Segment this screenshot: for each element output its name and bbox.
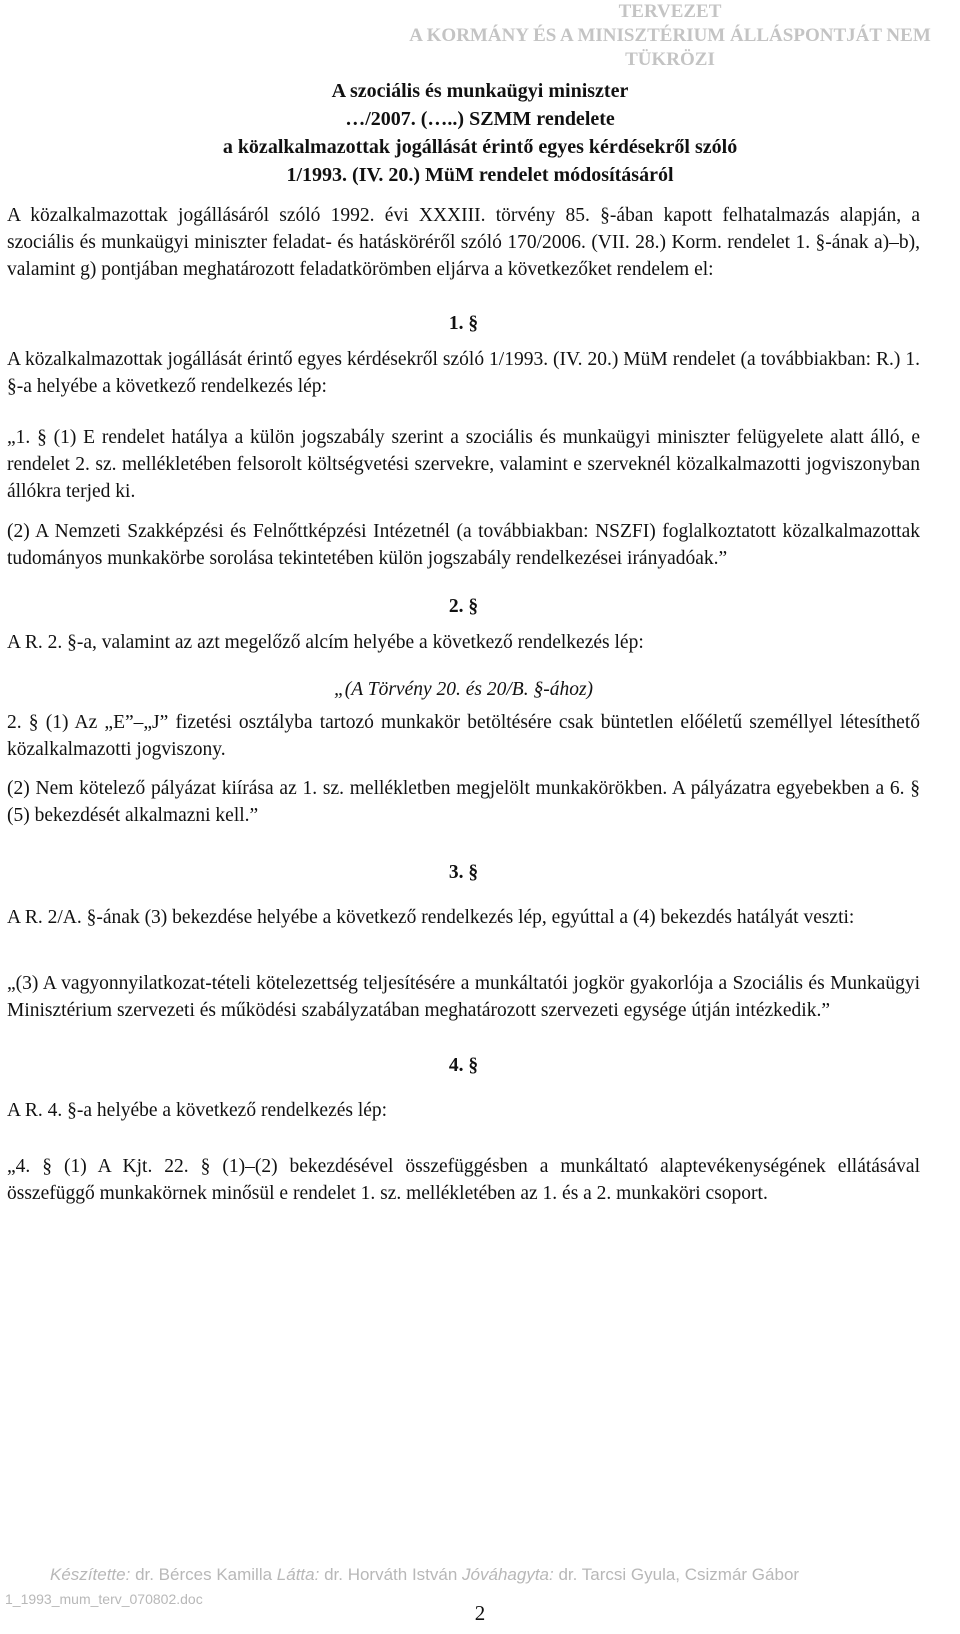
prepared-by: dr. Bérces Kamilla [135, 1565, 273, 1584]
document-body [7, 202, 920, 1207]
section-1-paragraph-2: (2) A Nemzeti Szakképzési és Felnőttképzési Intézetnél (a továbbiakban: NSZFI) foglalkoztatott közalkalmazottak tudományos munkakörbe sorolása tekintetében külön jogszabály rendelkezései irányadóak.” [7, 521, 920, 569]
preamble: A közalkalmazottak jogállásáról szóló 1992. évi XXXIII. törvény 85. §-ában kapott felhatalmazás alapján, a szociális és munkaügyi miniszter feladat- és hatásköréről szóló 170/2006. (VII. 28.) Korm. rendelet 1. §-ának a)–b), valamint g) pontjában meghatározott feladatkörömben eljárva a következőket rendelem el: [7, 205, 920, 280]
section-2-paragraph-1: 2. § (1) Az „E”–„J” fizetési osztályba tartozó munkakör betöltésére csak büntetlen előéletű személlyel létesíthető közalkalmazotti jogviszony. [7, 712, 920, 760]
seen-label: Látta: [276, 1565, 320, 1584]
approval-line [50, 1565, 799, 1585]
draft-watermark-header [380, 0, 960, 72]
title-line-4: 1/1993. (IV. 20.) MüM rendelet módosításáról [286, 164, 674, 186]
page-footer [0, 1565, 960, 1634]
section-4-heading: 4. § [448, 1055, 479, 1076]
section-2-intro: A R. 2. §-a, valamint az azt megelőző alcím helyébe a következő rendelkezés lép: [7, 632, 644, 653]
section-2-heading: 2. § [448, 596, 479, 617]
section-2-subtitle: „(A Törvény 20. és 20/B. §-ához) [333, 679, 594, 700]
title-line-1: A szociális és munkaügyi miniszter [331, 80, 629, 102]
document-filename: 1_1993_mum_terv_070802.doc [5, 1591, 203, 1607]
section-3-heading: 3. § [448, 862, 479, 883]
section-3-intro: A R. 2/A. §-ának (3) bekezdése helyébe a következő rendelkezés lép, egyúttal a (4) bekezdés hatályát veszti: [7, 907, 855, 928]
section-3-paragraph-1: „(3) A vagyonnyilatkozat-tételi kötelezettség teljesítésére a munkáltatói jogkör gyakorlója a Szociális és Munkaügyi Minisztérium szervezeti és működési szabályzatában meghatározott szervezeti egysége útján intézkedik.” [7, 973, 920, 1021]
draft-label: TERVEZET [618, 1, 722, 22]
section-2-paragraph-2: (2) Nem kötelező pályázat kiírása az 1. sz. mellékletben megjelölt munkakörökben. A pályázatra egyebekben a 6. § (5) bekezdését alkalmazni kell.” [7, 778, 920, 826]
section-1-paragraph-1: „1. § (1) E rendelet hatálya a külön jogszabály szerint a szociális és munkaügyi miniszter felügyelete alatt álló, e rendelet 2. sz. mellékletében felsorolt költségvetési szervekre, valamint e szerveknél közalkalmazotti jogviszonyban állókra terjed ki. [7, 427, 920, 502]
section-4-intro: A R. 4. §-a helyébe a következő rendelkezés lép: [7, 1100, 388, 1121]
approved-by: dr. Tarcsi Gyula, Csizmár Gábor [558, 1565, 800, 1584]
prepared-label: Készítette: [50, 1565, 131, 1584]
section-4-paragraph-1: „4. § (1) A Kjt. 22. § (1)–(2) bekezdésével összefüggésben a munkáltató alaptevékenységének ellátásával összefüggő munkakörnek minősül e rendelet 1. sz. mellékletében az 1. és a 2. munkaköri csoport. [7, 1156, 920, 1204]
title-line-2: …/2007. (…..) SZMM rendelete [345, 108, 615, 130]
title-line-3: a közalkalmazottak jogállását érintő egyes kérdésekről szóló [222, 136, 738, 158]
section-1-heading: 1. § [448, 313, 479, 334]
seen-by: dr. Horváth István [324, 1565, 458, 1584]
page-number: 2 [474, 1601, 486, 1625]
disclaimer-label: A KORMÁNY ÉS A MINISZTÉRIUM ÁLLÁSPONTJÁT NEM TÜKRÖZI [409, 25, 931, 70]
approved-label: Jóváhagyta: [462, 1565, 554, 1584]
decree-title [0, 77, 960, 189]
section-1-intro: A közalkalmazottak jogállását érintő egyes kérdésekről szóló 1/1993. (IV. 20.) MüM rendelet (a továbbiakban: R.) 1. §-a helyébe a következő rendelkezés lép: [7, 349, 920, 397]
